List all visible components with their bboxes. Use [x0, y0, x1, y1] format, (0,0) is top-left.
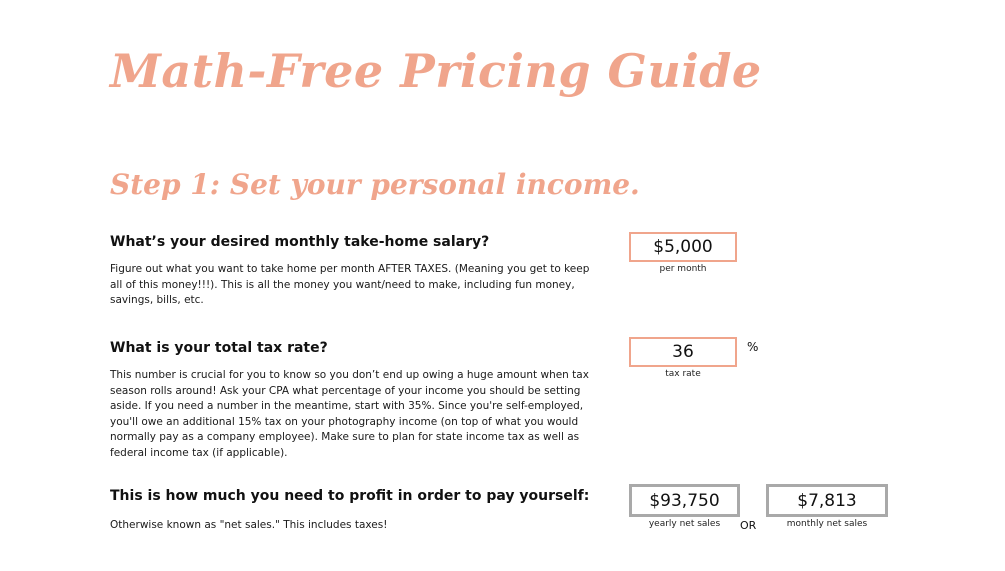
- profit-heading: This is how much you need to profit in order to pay yourself:: [110, 488, 590, 504]
- tax-description: This number is crucial for you to know so you don’t end up owing a huge amount when tax season rolls around! Ask your CPA what percentage of your income you should be setting aside. If you need a number in the meantime, start with 35%. Since you're self-employed, you'll owe an additional 15% tax on your photography income (on top of what you would normally pay as a company employee). Make sure to plan for state income tax as well as federal income tax (if applicable).: [110, 369, 589, 459]
- salary-description: Figure out what you want to take home per month AFTER TAXES. (Meaning you get to keep all of this money!!!). This is all the money you want/need to make, including fun money, savings, bills, etc.: [110, 263, 590, 306]
- salary-heading: What’s your desired monthly take-home salary?: [110, 234, 490, 250]
- yearly-net-sales-caption: yearly net sales: [648, 519, 721, 529]
- step-title: Step 1: Set your personal income.: [110, 168, 640, 201]
- percent-unit: %: [747, 340, 759, 354]
- monthly-net-sales-box: $7,813: [766, 484, 888, 517]
- tax-value-box[interactable]: 36: [629, 337, 737, 367]
- or-label: OR: [740, 519, 757, 532]
- salary-value-box[interactable]: $5,000: [629, 232, 737, 262]
- salary-caption: per month: [659, 264, 707, 274]
- page-title: Math-Free Pricing Guide: [110, 44, 762, 98]
- tax-heading: What is your total tax rate?: [110, 340, 328, 356]
- profit-description: Otherwise known as "net sales." This includes taxes!: [110, 519, 388, 531]
- monthly-net-sales-caption: monthly net sales: [786, 519, 868, 529]
- tax-caption: tax rate: [665, 369, 701, 379]
- yearly-net-sales-box: $93,750: [629, 484, 740, 517]
